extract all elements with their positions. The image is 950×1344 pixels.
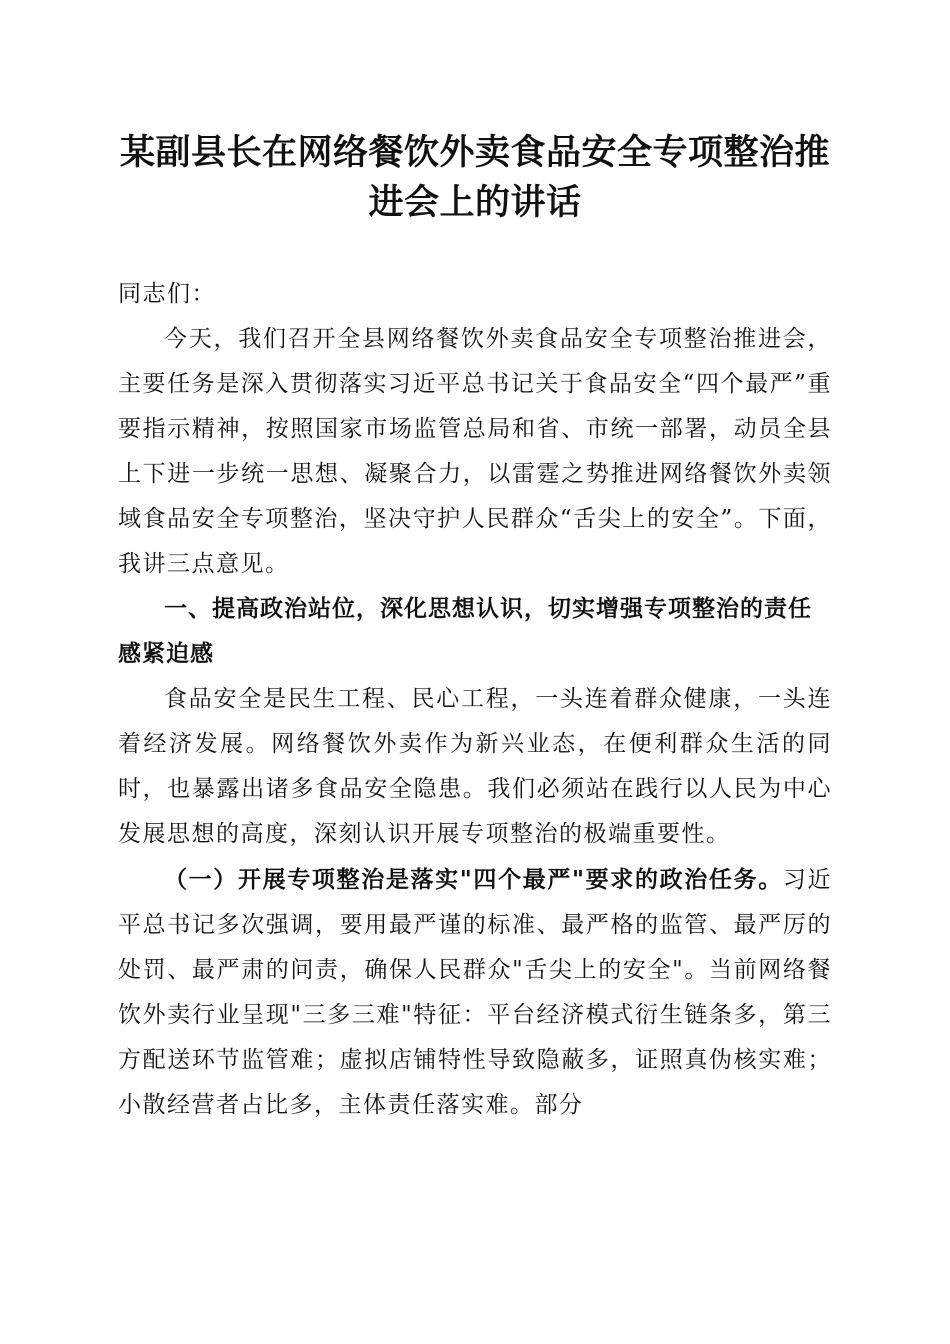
section-heading-1: 一、提高政治站位，深化思想认识，切实增强专项整治的责任感紧迫感 [118,596,812,667]
salutation: 同志们： [118,281,216,307]
section-1-paragraph: 食品安全是民生工程、民心工程，一头连着群众健康，一头连着经济发展。网络餐饮外卖作为新兴业态，在便利群众生活的同时，也暴露出诸多食品安全隐患。我们必须站在践行以人民为中心发展思想的高度，深刻认识开展专项整治的极端重要性。 [118,686,832,847]
document-title-line-2: 进会上的讲话 [368,182,582,223]
subsection-1-text: 习近平总书记多次强调，要用最严谨的标准、最严格的监管、最严厉的处罚、最严肃的问责，确保人民群众"舌尖上的安全"。当前网络餐饮外卖行业呈现"三多三难"特征：平台经济模式衍生链条多，第三方配送环节监管难；虚拟店铺特性导致隐蔽多，证照真伪核实难；小散经营者占比多，主体责任落实难。部分 [118,867,833,1118]
intro-paragraph: 今天，我们召开全县网络餐饮外卖食品安全专项整治推进会，主要任务是深入贯彻落实习近平总书记关于食品安全“四个最严”重要指示精神，按照国家市场监管总局和省、市统一部署，动员全县上下进一步统一思想、凝聚合力，以雷霆之势推进网络餐饮外卖领域食品安全专项整治，坚决守护人民群众“舌尖上的安全”。下面，我讲三点意见。 [118,326,832,577]
document-page [118,128,832,1128]
document-title-line-1: 某副县长在网络餐饮外卖食品安全专项整治推 [119,132,830,173]
subsection-1-paragraph [118,857,832,1128]
document-body [118,272,832,1128]
document-title [118,128,832,228]
subsection-heading-1: （一）开展专项整治是落实"四个最严"要求的政治任务。 [164,866,783,893]
